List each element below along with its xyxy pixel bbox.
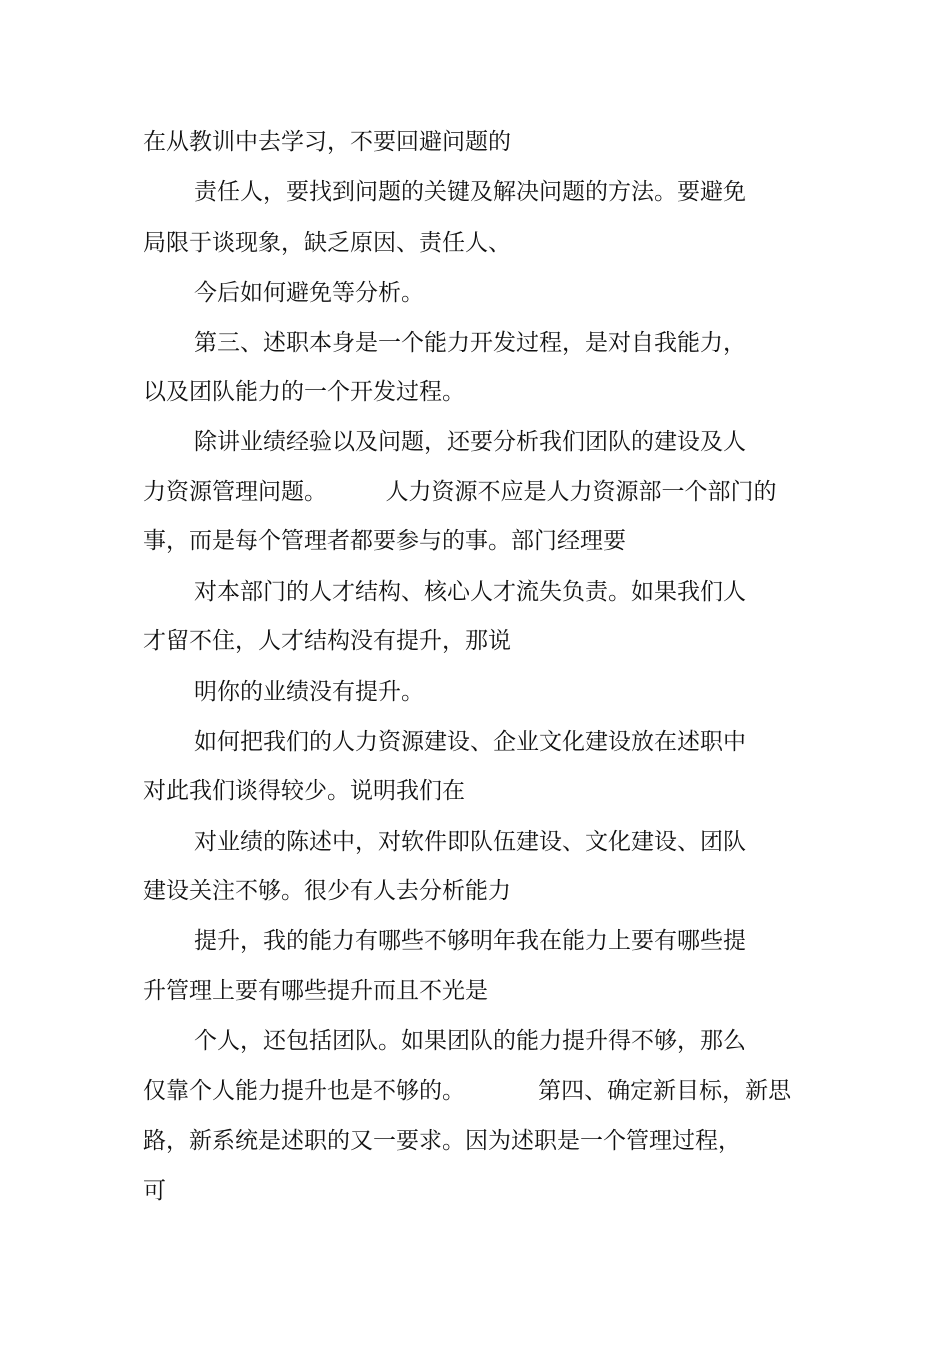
text-line: 提升，我的能力有哪些不够明年我在能力上要有哪些提 — [194, 928, 746, 954]
text-line: 第三、述职本身是一个能力开发过程，是对自我能力， — [194, 330, 746, 356]
text-line: 对本部门的人才结构、核心人才流失负责。如果我们人 — [194, 579, 746, 605]
text-line: 仅靠个人能力提升也是不够的。 第四、确定新目标，新思 — [143, 1078, 792, 1104]
text-line: 责任人，要找到问题的关键及解决问题的方法。要避免 — [194, 179, 746, 205]
text-line: 如何把我们的人力资源建设、企业文化建设放在述职中 — [194, 729, 746, 755]
text-line: 局限于谈现象，缺乏原因、责任人、 — [143, 230, 511, 256]
text-line: 以及团队能力的一个开发过程。 — [143, 379, 465, 405]
text-line: 除讲业绩经验以及问题，还要分析我们团队的建设及人 — [194, 429, 746, 455]
text-line: 今后如何避免等分析。 — [194, 280, 424, 306]
text-line: 建设关注不够。很少有人去分析能力 — [143, 878, 511, 904]
text-line: 对此我们谈得较少。说明我们在 — [143, 778, 465, 804]
text-line: 明你的业绩没有提升。 — [194, 679, 424, 705]
text-line: 可 — [143, 1178, 166, 1204]
text-line: 升管理上要有哪些提升而且不光是 — [143, 978, 488, 1004]
text-line: 事，而是每个管理者都要参与的事。部门经理要 — [143, 528, 626, 554]
text-line: 在从教训中去学习，不要回避问题的 — [143, 129, 511, 155]
text-line: 个人，还包括团队。如果团队的能力提升得不够，那么 — [194, 1028, 746, 1054]
text-line: 力资源管理问题。 人力资源不应是人力资源部一个部门的 — [143, 479, 777, 505]
text-line: 对业绩的陈述中，对软件即队伍建设、文化建设、团队 — [194, 829, 746, 855]
text-line: 路，新系统是述职的又一要求。因为述职是一个管理过程， — [143, 1128, 741, 1154]
text-line: 才留不住，人才结构没有提升，那说 — [143, 628, 511, 654]
